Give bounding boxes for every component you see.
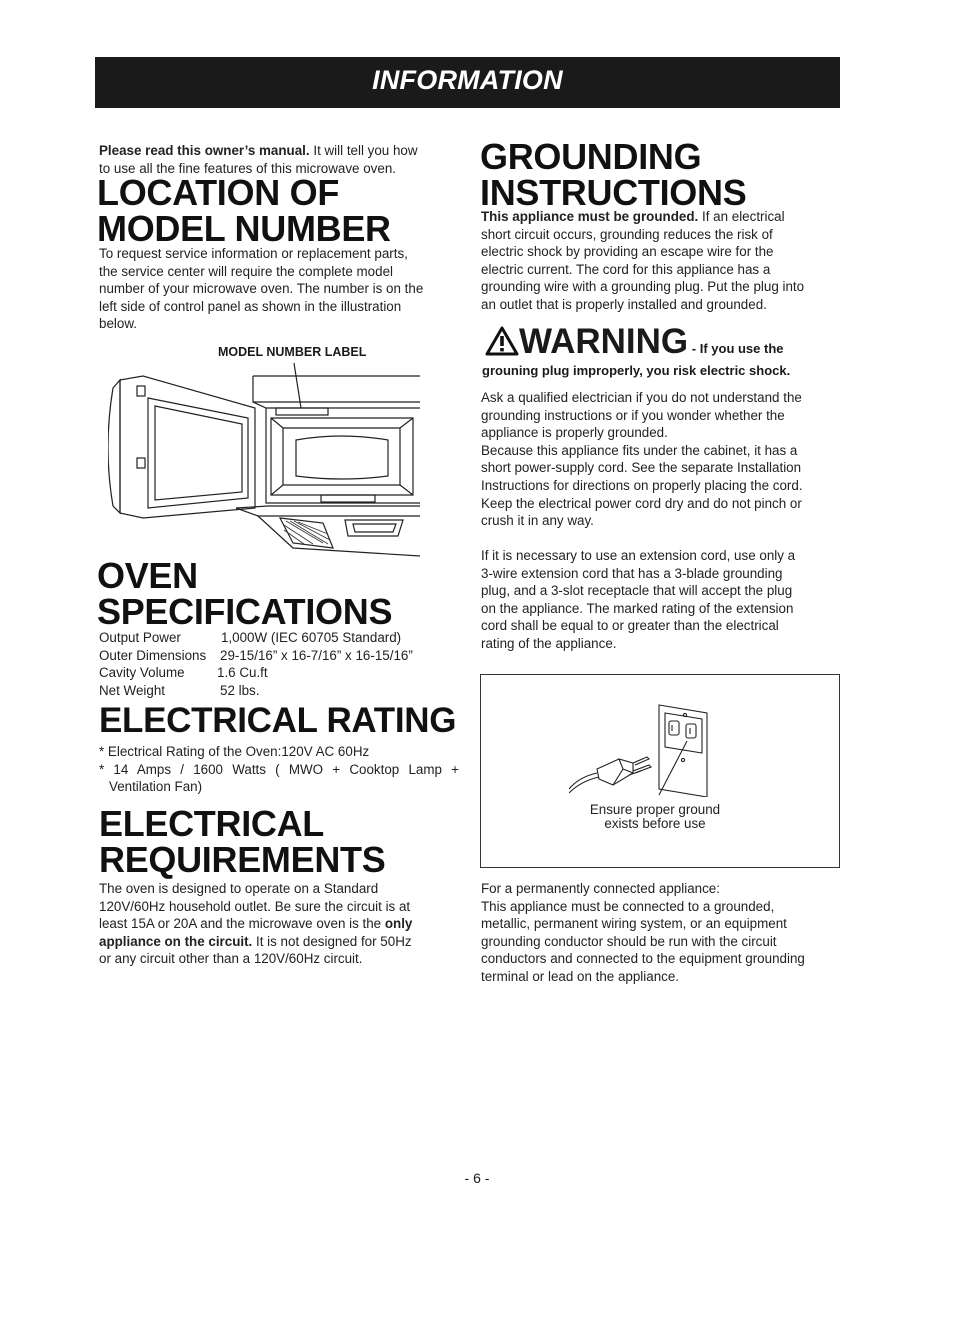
requirements-line: least 15A or 20A and the microwave oven is the: [99, 916, 385, 932]
requirements-paragraph: [99, 880, 459, 968]
location-heading: [97, 172, 391, 249]
location-heading-line2: MODEL NUMBER: [97, 208, 391, 249]
warning-line: 3-wire extension cord that has a 3-blade grounding: [481, 565, 783, 581]
section-banner: [95, 57, 840, 108]
specs-heading-line1: OVEN: [97, 555, 198, 596]
location-line: number of your microwave oven. The number is on the: [99, 281, 424, 297]
grounding-line: an outlet that is properly installed and grounded.: [481, 296, 767, 312]
spec-row: [99, 682, 459, 700]
specs-heading-line2: SPECIFICATIONS: [97, 591, 393, 632]
warning-dash: -: [688, 341, 700, 356]
warning-line: on the appliance. The marked rating of the extension: [481, 600, 794, 616]
page-number: - 6 -: [464, 1170, 490, 1186]
spec-label: Cavity Volume: [99, 665, 185, 681]
warning-line: Instructions for directions on properly placing the cord.: [481, 477, 803, 493]
spec-value: 52 lbs.: [220, 682, 260, 698]
requirements-heading-line2: REQUIREMENTS: [99, 839, 386, 880]
warning-line: Ask a qualified electrician if you do not understand the: [481, 390, 802, 405]
plug-caption-line: exists before use: [604, 816, 706, 831]
permanent-line: This appliance must be connected to a grounded,: [481, 898, 775, 914]
warning-line: If it is necessary to use an extension cord, use only a: [481, 548, 796, 563]
grounding-heading: [480, 136, 747, 213]
location-line: To request service information or replacement parts,: [99, 246, 408, 261]
rating-heading: ELECTRICAL RATING: [99, 701, 457, 740]
requirements-line: or any circuit other than a 120V/60Hz circuit.: [99, 951, 363, 967]
spec-label: Net Weight: [99, 682, 165, 698]
location-paragraph: [99, 245, 459, 333]
warning-heading: [485, 322, 784, 362]
spec-row: [99, 664, 459, 682]
warning-line: rating of the appliance.: [481, 635, 617, 651]
requirements-heading: [99, 803, 386, 880]
intro-bold: Please read this owner’s manual.: [99, 143, 310, 158]
intro-line2: to use all the fine features of this microwave oven.: [99, 160, 396, 176]
location-heading-line1: LOCATION OF: [97, 172, 340, 213]
rating-list: [99, 743, 459, 796]
requirements-line: 120V/60Hz household outlet. Be sure the circuit is at: [99, 898, 411, 914]
model-number-label-caption: MODEL NUMBER LABEL: [218, 345, 367, 359]
rating-item: * Electrical Rating of the Oven:120V AC 60Hz: [99, 744, 370, 759]
spec-label: Outer Dimensions: [99, 647, 207, 663]
grounding-line: grounding wire with a grounding plug. Put the plug into: [481, 279, 805, 295]
specs-heading: [97, 555, 393, 632]
grounding-line: If an electrical: [698, 209, 785, 224]
warning-line: cord shall be equal to or greater than the electrical: [481, 618, 779, 634]
rating-item-continued: Ventilation Fan): [109, 779, 203, 795]
requirements-bold: only: [384, 916, 413, 932]
warning-subtitle: If you use the: [699, 341, 784, 356]
rating-item: * 14 Amps / 1600 Watts ( MWO + Cooktop Lamp +: [99, 761, 459, 777]
warning-word: WARNING: [519, 322, 689, 361]
section-title: INFORMATION: [372, 65, 563, 95]
permanent-line: grounding conductor should be run with the circuit: [481, 933, 777, 949]
requirements-bold: appliance on the circuit.: [99, 933, 253, 949]
permanent-line: terminal or lead on the appliance.: [481, 968, 680, 984]
location-line: the service center will require the complete model: [99, 263, 393, 279]
warning-line: appliance is properly grounded.: [481, 425, 668, 441]
grounding-line: electric current. The cord for this appliance has a: [481, 261, 771, 277]
warning-line: crush it in any way.: [481, 513, 594, 529]
warning-paragraph-1: [481, 389, 839, 530]
spec-value: 1.6 Cu.ft: [217, 665, 268, 681]
warning-subtitle-line2: grouning plug improperly, you risk electric shock.: [482, 363, 791, 378]
spec-label: Output Power: [99, 630, 181, 645]
location-line: left side of control panel as shown in the illustration: [99, 298, 402, 314]
warning-line: Keep the electrical power cord dry and do not pinch or: [481, 495, 802, 511]
warning-paragraph-2: [481, 547, 839, 653]
intro-rest: It will tell you how: [309, 143, 418, 158]
plug-outlet-icon: [569, 697, 719, 797]
requirements-line: The oven is designed to operate on a Standard: [99, 881, 379, 896]
grounding-paragraph: [481, 208, 839, 314]
permanent-line: metallic, permanent wiring system, or an equipment: [481, 916, 787, 932]
warning-line: plug, and a 3-slot receptacle that will accept the plug: [481, 583, 793, 599]
spec-value: 29-15/16” x 16-7/16” x 16-15/16”: [220, 647, 413, 663]
spec-row: [99, 629, 459, 647]
grounding-line: short circuit occurs, grounding reduces the risk of: [481, 226, 773, 242]
grounding-bold: This appliance must be grounded.: [481, 209, 699, 224]
plug-caption: [561, 803, 749, 831]
grounding-line: electric shock by providing an escape wire for the: [481, 244, 774, 260]
permanent-line: conductors and connected to the equipment grounding: [481, 951, 805, 967]
grounding-heading-line2: INSTRUCTIONS: [480, 172, 747, 213]
requirements-heading-line1: ELECTRICAL: [99, 803, 324, 844]
warning-line: short power-supply cord. See the separate Installation: [481, 460, 802, 476]
grounding-illustration-box: [480, 674, 840, 868]
warning-line: Because this appliance fits under the cabinet, it has a: [481, 442, 798, 458]
microwave-illustration: [108, 358, 424, 558]
plug-caption-line: Ensure proper ground: [589, 802, 721, 817]
warning-triangle-icon: [485, 326, 519, 356]
location-line: below.: [99, 316, 137, 332]
spec-row: [99, 647, 459, 665]
specs-table: [99, 629, 459, 701]
requirements-line: It is not designed for 50Hz: [252, 933, 412, 949]
spec-value: 1,000W (IEC 60705 Standard): [221, 630, 402, 645]
warning-line: grounding instructions or if you wonder whether the: [481, 407, 785, 423]
permanent-line: For a permanently connected appliance:: [481, 881, 720, 896]
grounding-heading-line1: GROUNDING: [480, 136, 702, 177]
permanent-paragraph: [481, 880, 839, 986]
